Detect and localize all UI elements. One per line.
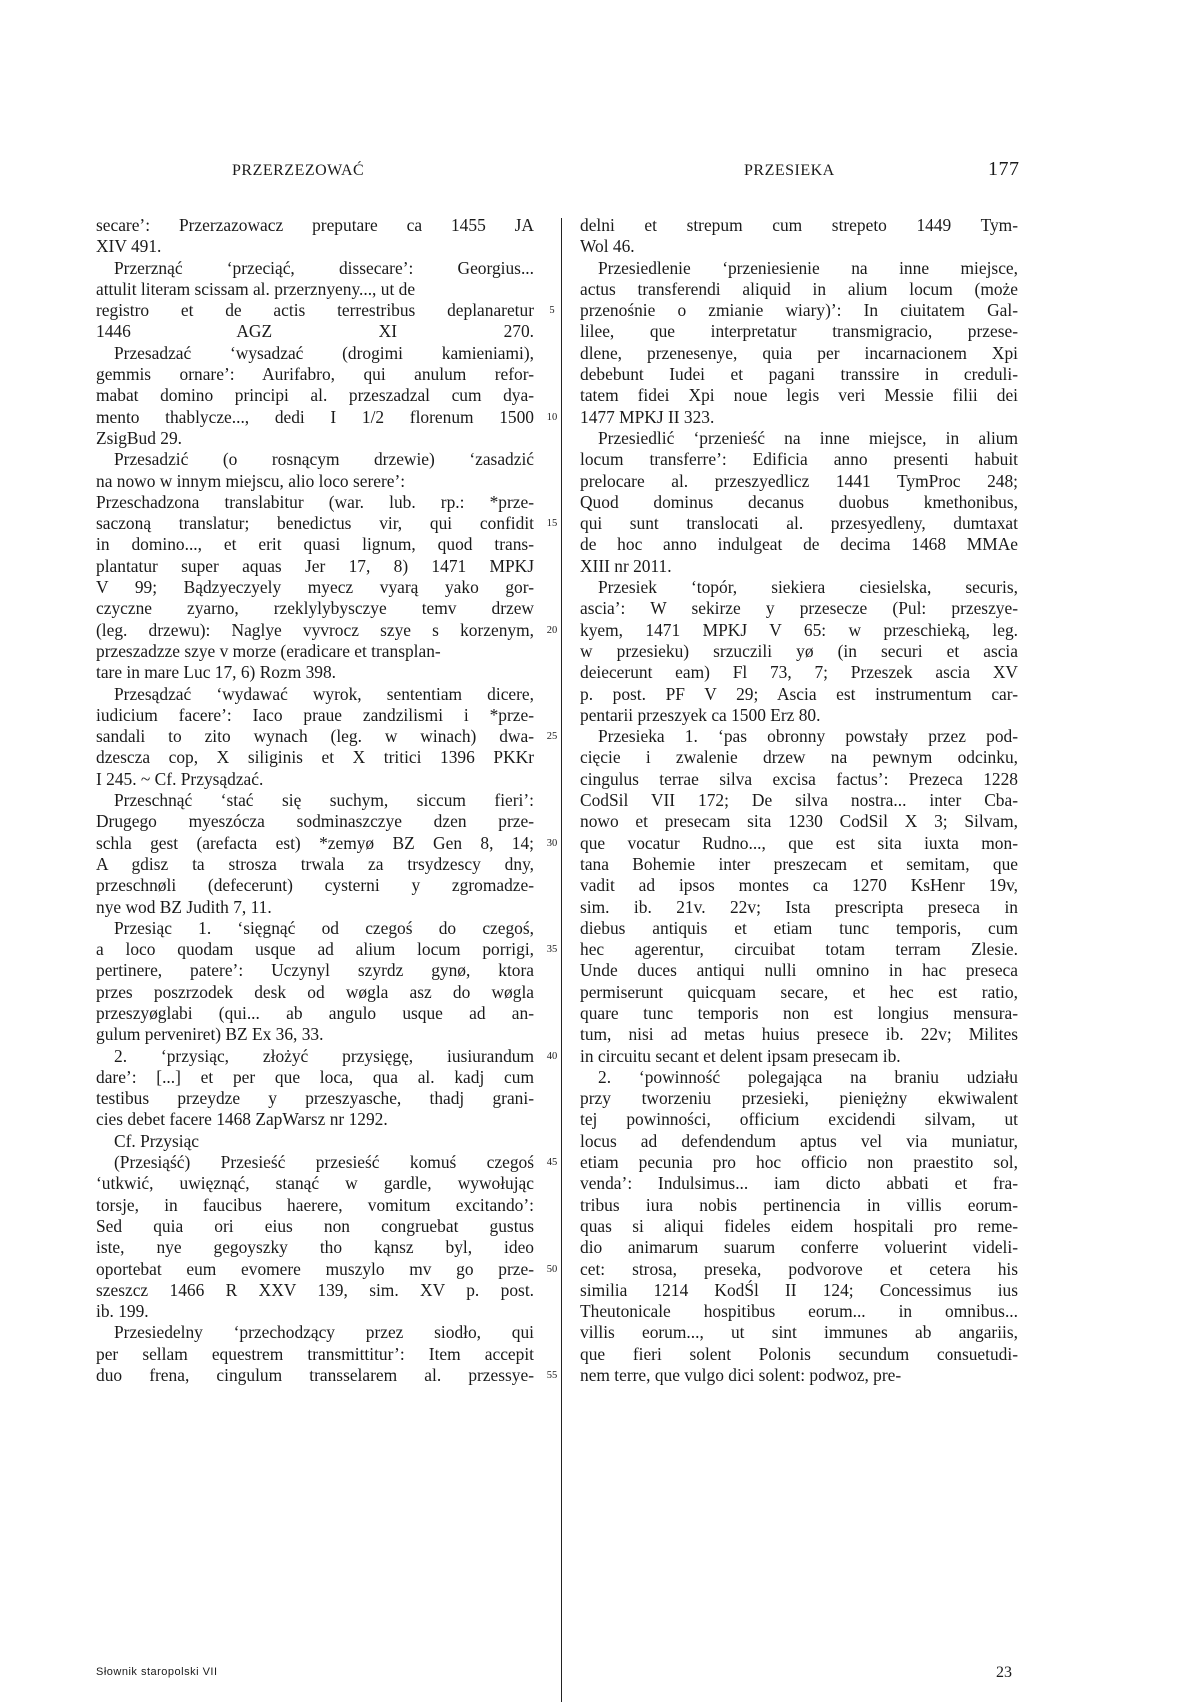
text-line: mabat domino principi al. przeszadzal cum dya-	[96, 385, 534, 406]
text-line: per sellam equestrem transmittitur’: Item accepit	[96, 1343, 534, 1364]
text-line: tana Bohemie inter preszecam et semitam, que	[580, 853, 1018, 874]
text-line: secare’: Przerzazowacz preputare ca 1455 JA	[96, 215, 534, 235]
text-line: locus ad defendendum aptus vel via muniatur,	[580, 1130, 1018, 1151]
text-line: permiserunt quicquam secare, et hec est ratio,	[580, 981, 1018, 1002]
text-line: debebunt Iudei et pagani transsire in creduli-	[580, 364, 1018, 385]
text-line: I 245. ~ Cf. Przysądzać.	[96, 768, 264, 789]
text-line: pentarii przeszyek ca 1500 Erz 80.	[580, 704, 821, 725]
text-line: Wol 46.	[580, 236, 635, 257]
text-line: Przesieka 1. ‘pas obronny powstały przez pod-	[598, 726, 1018, 747]
running-header-left: PRZERZEZOWAĆ	[232, 162, 365, 179]
text-line: przeschnøli (defecerunt) cysterni y zgromadze-	[96, 875, 534, 896]
text-line: qui sunt translocati al. przesyedleny, dumtaxat	[580, 513, 1018, 534]
line-number: 35	[546, 944, 558, 956]
text-line: venda’: Indulsimus... iam dicto abbati et fra-	[580, 1173, 1018, 1194]
text-line: A gdisz ta strosza trwala za trsydzescy dny,	[96, 853, 534, 874]
text-line: gulum perveniret) BZ Ex 36, 33.	[96, 1024, 324, 1045]
text-line: dzescza cop, X siliginis et X tritici 1396 PKKr	[96, 747, 534, 768]
text-line: Drugego myeszócza sodminaszczye dzen prze-	[96, 811, 534, 832]
column-rule	[561, 218, 562, 1702]
text-line: p. post. PF V 29; Ascia est instrumentum car-	[580, 683, 1018, 704]
text-line: czyczne zyarno, rzeklylybysczye temv drzew	[96, 598, 534, 619]
text-line: torsje, in faucibus haerere, vomitum excitando’:	[96, 1194, 534, 1215]
text-line: 1446 AGZ XI 270.	[96, 321, 534, 342]
text-line: registro et de actis terrestribus deplanaretur	[96, 300, 534, 321]
text-line: saczoną translatur; benedictus vir, qui confidit	[96, 513, 534, 534]
text-line: mento thablycze..., dedi I 1/2 florenum 1500	[96, 406, 534, 427]
line-number: 25	[546, 731, 558, 743]
text-line: tribus iura nobis pertinencia in villis eorum-	[580, 1194, 1018, 1215]
text-line: w przesieku) srzuczili yø (in securi et ascia	[580, 640, 1018, 661]
text-line: tare in mare Luc 17, 6) Rozm 398.	[96, 662, 337, 683]
text-line: 2. ‘przysiąc, złożyć przysięgę, iusiurandum	[114, 1045, 534, 1066]
text-line: etiam pecunia pro hoc officio non praestito sol,	[580, 1152, 1018, 1173]
text-line: que vocatur Rudno..., que est sita iuxta mon-	[580, 832, 1018, 853]
text-line: cet: strosa, preseka, podvorove et cetera his	[580, 1258, 1018, 1279]
text-line: Theutonicale hospitibus eorum... in omnibus...	[580, 1301, 1018, 1322]
text-line: cies debet facere 1468 ZapWarsz nr 1292.	[96, 1109, 388, 1130]
text-line: V 99; Bądzyeczyely myecz vyarą yako gor-	[96, 577, 534, 598]
text-line: attulit literam scissam al. przerznyeny..., ut de	[96, 278, 416, 299]
text-line: Przesiedlenie ‘przeniesienie na inne miejsce,	[598, 257, 1018, 278]
line-number: 20	[546, 624, 558, 636]
text-line: tum, nisi ad metas huius presece ib. 22v; Milites	[580, 1024, 1018, 1045]
line-number: 45	[546, 1157, 558, 1169]
text-line: tatem fidei Xpi noue legis veri Messie filii dei	[580, 385, 1018, 406]
text-line: gemmis ornare’: Aurifabro, qui anulum refor-	[96, 364, 534, 385]
text-line: in domino..., et erit quasi lignum, quod trans-	[96, 534, 534, 555]
text-line: Sed quia ori eius non congruebat gustus	[96, 1215, 534, 1236]
text-line: villis eorum..., ut sint immunes ab angariis,	[580, 1322, 1018, 1343]
text-line: pertinere, patere’: Uczynyl szyrdz gynø, ktora	[96, 960, 534, 981]
footer-sheet-number: 23	[996, 1664, 1012, 1681]
text-line: Przesiedelny ‘przechodzący przez siodło, qui	[114, 1322, 534, 1343]
text-line: Przesiedlić ‘przenieść na inne miejsce, in alium	[598, 427, 1018, 448]
text-line: Przesądzać ‘wydawać wyrok, sententiam dicere,	[114, 683, 534, 704]
text-line: a loco quodam usque ad alium locum porrigi,	[96, 939, 534, 960]
line-number: 50	[546, 1263, 558, 1275]
text-line: sim. ib. 21v. 22v; Ista prescripta preseca in	[580, 896, 1018, 917]
text-line: Przeschnąć ‘stać się suchym, siccum fieri’:	[114, 790, 534, 811]
text-line: similia 1214 KodŚl II 124; Concessimus ius	[580, 1279, 1018, 1300]
text-line: przeszadzze szye v morze (eradicare et transplan-	[96, 640, 441, 661]
text-line: (leg. drzewu): Naglye vyvrocz szye s korzenym,	[96, 619, 534, 640]
running-header-center: PRZESIEKA	[744, 162, 835, 179]
line-number: 5	[549, 305, 555, 317]
text-line: quare tunc temporis non est longius mensura-	[580, 1002, 1018, 1023]
text-line: quas si aliqui fideles eidem hospitali pro reme-	[580, 1215, 1018, 1236]
right-column	[580, 215, 1018, 1386]
text-line: iudicium facere’: Iaco praue zandzilismi i *prze-	[96, 704, 534, 725]
text-line: duo frena, cingulum transselarem al. przessye-	[96, 1365, 534, 1386]
text-line: actus transferendi aliquid in alium locum (może	[580, 278, 1018, 299]
text-line: dio animarum suarum conferre voluerint videli-	[580, 1237, 1018, 1258]
text-line: kyem, 1471 MPKJ V 65: w przeschieką, leg.	[580, 619, 1018, 640]
text-line: hec agerentur, circuibat totam terram Zlesie.	[580, 939, 1018, 960]
text-line: ZsigBud 29.	[96, 427, 182, 448]
text-line: 1477 MPKJ II 323.	[580, 406, 715, 427]
text-line: Przesiek ‘topór, siekiera ciesielska, securis,	[598, 577, 1018, 598]
text-line: (Przesiąść) Przesieść przesieść komuś czegoś	[114, 1152, 534, 1173]
line-number: 55	[546, 1370, 558, 1382]
text-line: przeszyøglabi (qui... ab angulo usque ad an-	[96, 1002, 534, 1023]
text-line: tej powinności, officium excidendi silvam, ut	[580, 1109, 1018, 1130]
text-line: XIV 491.	[96, 236, 162, 257]
line-number: 10	[546, 411, 558, 423]
footer-signature: Słownik staropolski VII	[96, 1666, 218, 1678]
text-line: Przeschadzona translabitur (war. lub. rp.: *prze-	[96, 491, 534, 512]
text-line: delni et strepum cum strepeto 1449 Tym-	[580, 215, 1018, 235]
text-line: ‘utkwić, uwięznąć, stanąć w gardle, wywołując	[96, 1173, 534, 1194]
text-line: sandali to zito wynach (leg. w winach) dwa-	[96, 726, 534, 747]
text-line: locum transferre’: Edificia anno presenti habuit	[580, 449, 1018, 470]
text-line: oportebat eum evomere muszylo mv go prze-	[96, 1258, 534, 1279]
text-line: Przesadzać ‘wysadzać (drogimi kamieniami),	[114, 342, 534, 363]
text-line: plantatur super aquas Jer 17, 8) 1471 MPKJ	[96, 555, 534, 576]
page-number: 177	[988, 158, 1020, 180]
text-line: na nowo w innym miejscu, alio loco serere’:	[96, 470, 406, 491]
text-line: przenośnie o zmianie wiary)’: In ciuitatem Gal-	[580, 300, 1018, 321]
text-line: XIII nr 2011.	[580, 555, 672, 576]
text-line: Przerznąć ‘przeciąć, dissecare’: Georgius...	[114, 257, 534, 278]
text-line: cingulus terrae silva excisa factus’: Prezeca 1228	[580, 768, 1018, 789]
text-line: nowo et presecam sita 1230 CodSil X 3; Silvam,	[580, 811, 1018, 832]
text-line: przes poszrzodek desk od wøgla asz do wøgla	[96, 981, 534, 1002]
text-line: cięcie i zwalenie drzew na pewnym odcinku,	[580, 747, 1018, 768]
text-line: CodSil VII 172; De silva nostra... inter Cba-	[580, 790, 1018, 811]
text-line: deiecerunt eam) Fl 73, 7; Przeszek ascia XV	[580, 662, 1018, 683]
text-line: de hoc anno indulgeat de decima 1468 MMAe	[580, 534, 1018, 555]
text-line: nem terre, que vulgo dici solent: podwoz, pre-	[580, 1365, 902, 1386]
text-line: szeszcz 1466 R XXV 139, sim. XV p. post.	[96, 1279, 534, 1300]
text-line: ib. 199.	[96, 1301, 149, 1322]
line-number: 15	[546, 518, 558, 530]
text-line: dare’: [...] et per que loca, qua al. kadj cum	[96, 1066, 534, 1087]
text-line: lilee, que interpretatur transmigracio, przese-	[580, 321, 1018, 342]
text-line: testibus przeydze y przeszyasche, thadj grani-	[96, 1088, 534, 1109]
text-line: Quod dominus decanus duobus kmethonibus,	[580, 491, 1018, 512]
text-line: schla gest (arefacta est) *zemyø BZ Gen 8, 14;	[96, 832, 534, 853]
text-line: 2. ‘powinność polegająca na braniu udziału	[598, 1066, 1018, 1087]
text-line: Unde duces antiqui nulli omnino in hac preseca	[580, 960, 1018, 981]
text-line: Przesadzić (o rosnącym drzewie) ‘zasadzić	[114, 449, 534, 470]
text-line: Przesiąc 1. ‘sięgnąć od czegoś do czegoś,	[114, 917, 534, 938]
text-line: prelocare al. przeszyedlicz 1441 TymProc 248;	[580, 470, 1018, 491]
line-number: 30	[546, 837, 558, 849]
text-line: nye wod BZ Judith 7, 11.	[96, 896, 272, 917]
text-line: dlene, przenesenye, quia per incarnacionem Xpi	[580, 342, 1018, 363]
line-number: 40	[546, 1050, 558, 1062]
text-line: iste, nye gegoyszky tho kąnsz byl, ideo	[96, 1237, 534, 1258]
text-line: ascia’: W sekirze y przesecze (Pul: przeszye-	[580, 598, 1018, 619]
text-line: que fieri solent Polonis secundum consuetudi-	[580, 1343, 1018, 1364]
left-column	[96, 215, 534, 1386]
text-line: Cf. Przysiąc	[114, 1130, 200, 1151]
text-line: diebus antiquis et etiam tunc temporis, cum	[580, 917, 1018, 938]
text-line: in circuitu secant et delent ipsam presecam ib.	[580, 1045, 901, 1066]
text-line: przy tworzeniu przesieki, pieniężny ekwiwalent	[580, 1088, 1018, 1109]
text-line: vadit ad ipsos montes ca 1270 KsHenr 19v,	[580, 875, 1018, 896]
